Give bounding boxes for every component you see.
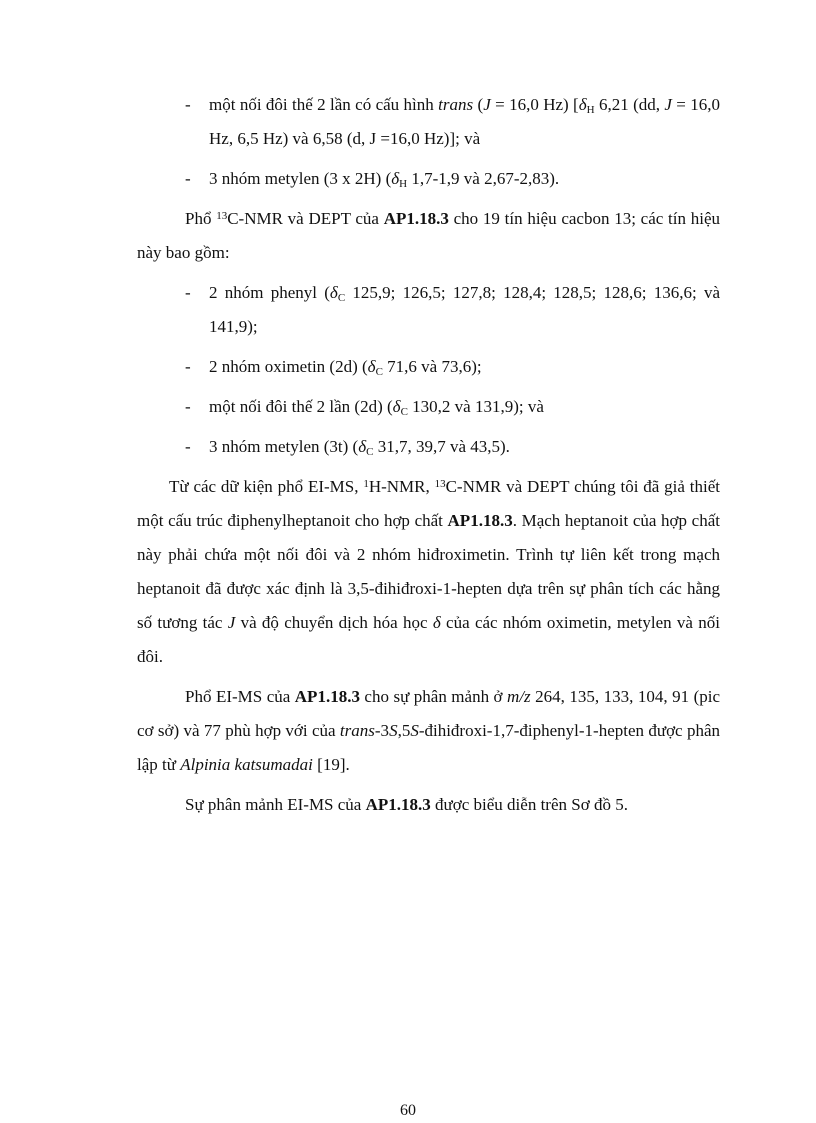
delta-symbol: δ [391,169,400,188]
list-item: - một nối đôi thế 2 lần (2d) ($\delta_C$ 130,2 và 131,9); và [137,390,720,424]
bullet-dash: - [185,95,191,114]
delta-symbol: δ [358,437,367,456]
species-name: Alpinia katsumadai [180,755,313,774]
list-item: - 2 nhóm oximetin (2d) ($\delta_C$ 71,6 và 73,6); [137,350,720,384]
bullet-dash: - [185,397,191,416]
compound-code: AP1.18.3 [294,687,360,706]
delta-symbol: δ [329,283,338,302]
bullet-dash: - [185,437,191,456]
page-number: 60 [400,1102,416,1119]
delta-symbol: δ [392,397,401,416]
bullet-dash: - [185,283,191,302]
delta-symbol: δ [432,613,441,632]
compound-code: AP1.18.3 [383,209,449,228]
list-item: - một nối đôi thế 2 lần có cấu hình trans (J = 16,0 Hz) [$\delta_H$ 6,21 (dd, J = 16,0 Hz, 6,5 Hz) và 6,58 (d, J =16,0 Hz)]; và [137,88,720,156]
paragraph-fragmentation: Sự phân mảnh EI-MS của AP1.18.3 được biểu diễn trên Sơ đồ 5. [185,795,628,814]
compound-code: AP1.18.3 [365,795,431,814]
delta-symbol: δ [367,357,376,376]
paragraph-ei-ms: Phổ EI-MS của AP1.18.3 cho sự phân mảnh ở m/z 264, 135, 133, 104, 91 (pic cơ sở) và 77 phù hợp với của trans-3S,5S-đihiđroxi-1,7-điphenyl-1-hepten được phân lập từ Alpinia katsumadai [19]. [137,687,721,774]
delta-symbol: δ [578,95,587,114]
list-item: - 2 nhóm phenyl ($\delta_C$ 125,9; 126,5; 127,8; 128,4; 128,5; 128,6; 136,6; và 141,9); [137,276,720,344]
page-content [137,88,720,828]
list-item: - 3 nhóm metylen (3t) ($\delta_C$ 31,7, 39,7 và 43,5). [137,430,720,464]
paragraph-13c-nmr: Phổ $^{13}$C-NMR và DEPT của AP1.18.3 cho 19 tín hiệu cacbon 13; các tín hiệu này bao gồm: [137,209,720,262]
bullet-dash: - [185,357,191,376]
paragraph-structure-deduction: Từ các dữ kiện phổ EI-MS, $^1$H-NMR, $^{13}$C-NMR và DEPT chúng tôi đã giả thiết một cấu trúc điphenylheptanoit cho hợp chất AP1.18.3. Mạch heptanoit của hợp chất này phải chứa một nối đôi và 2 nhóm hiđroximetin. Trình tự liên kết trong mạch heptanoit đã được xác định là 3,5-đihiđroxi-1-hepten dựa trên sự phân tích các hằng số tương tác J và độ chuyển dịch hóa học δ của các nhóm oximetin, metylen và nối đôi. [137,477,720,666]
list-item: - 3 nhóm metylen (3 x 2H) ($\delta_H$ 1,7-1,9 và 2,67-2,83). [137,162,720,196]
compound-code: AP1.18.3 [447,511,513,530]
bullet-dash: - [185,169,191,188]
